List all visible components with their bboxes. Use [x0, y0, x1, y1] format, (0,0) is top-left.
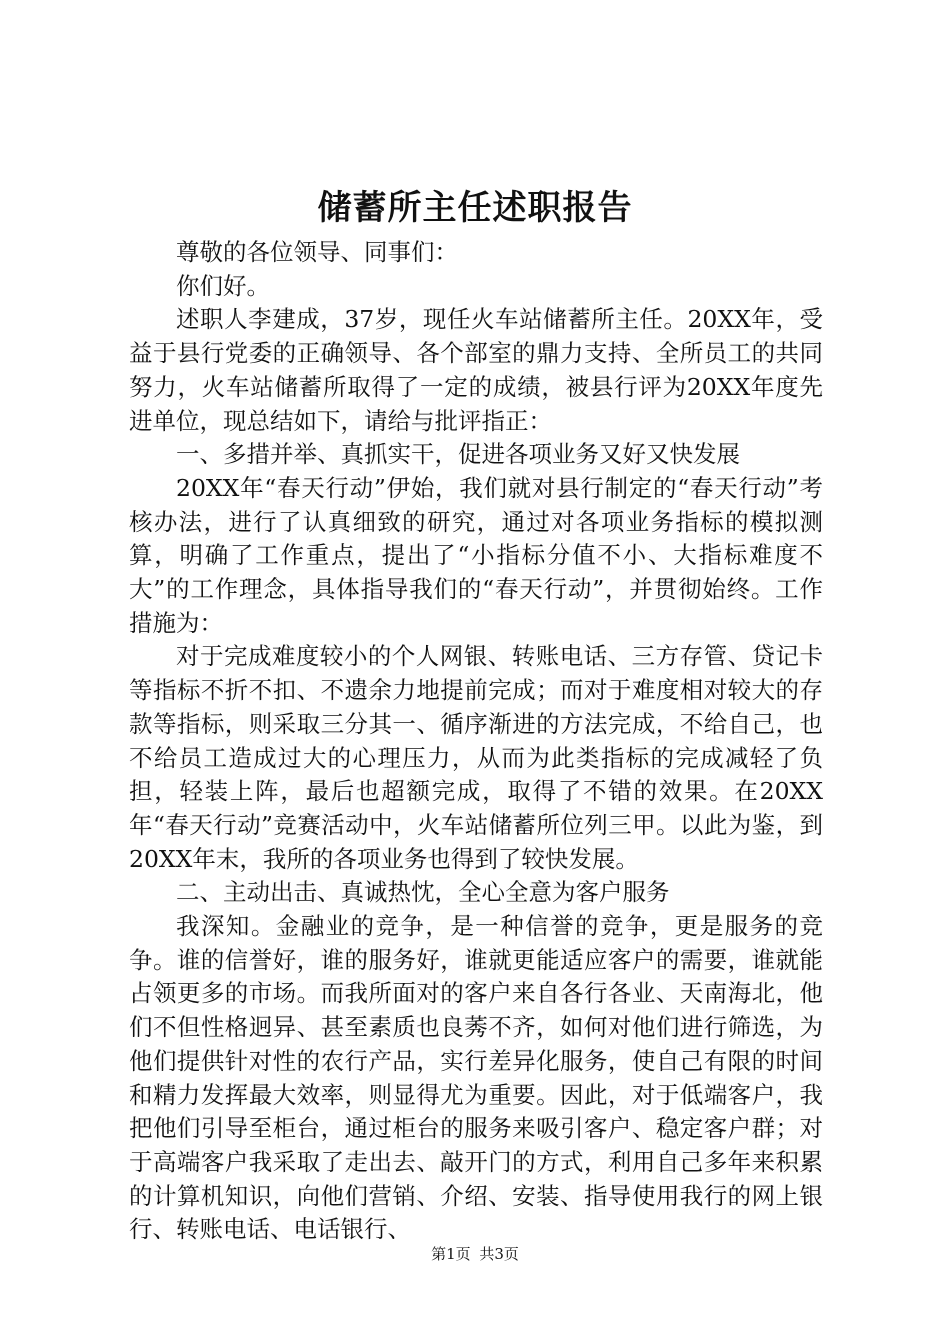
- paragraph-salutation: 尊敬的各位领导、同事们：: [176, 238, 458, 266]
- page-number-total: 共3页: [479, 1245, 519, 1263]
- paragraph: 我深知。金融业的竞争，是一种信誉的竞争，更是服务的竞争。谁的信誉好，谁的服务好，谁就更能适应客户的需要，谁就能占领更多的市场。而我所面对的客户来自各行各业、天南海北，他们不但性格迥异、甚至素质也良莠不齐，如何对他们进行筛选，为他们提供针对性的农行产品，实行差异化服务，使自己有限的时间和精力发挥最大效率，则显得尤为重要。因此，对于低端客户，我把他们引导至柜台，通过柜台的服务来吸引客户、稳定客户群；对于高端客户我采取了走出去、敲开门的方式，利用自己多年来积累的计算机知识，向他们营销、介绍、安装、指导使用我行的网上银行、转账电话、电话银行、: [129, 912, 823, 1244]
- section-heading-1: 一、多措并举、真抓实干，促进各项业务又好又快发展: [176, 440, 740, 469]
- paragraph-intro: 述职人李建成，37岁，现任火车站储蓄所主任。20XX年，受益于县行党委的正确领导、各个部室的鼎力支持、全所员工的共同努力，火车站储蓄所取得了一定的成绩，被县行评为20XX年度先进单位，现总结如下，请给与批评指正：: [129, 305, 823, 435]
- page-footer: [0, 1244, 950, 1264]
- section-heading-2: 二、主动出击、真诚热忱，全心全意为客户服务: [176, 878, 670, 907]
- paragraph: 20XX年“春天行动”伊始，我们就对县行制定的“春天行动”考核办法，进行了认真细致的研究，通过对各项业务指标的模拟测算，明确了工作重点，提出了“小指标分值不小、大指标难度不大”的工作理念，具体指导我们的“春天行动”，并贯彻始终。工作措施为：: [129, 473, 823, 637]
- document-body: [129, 236, 823, 1247]
- paragraph-greeting: 你们好。: [176, 271, 270, 300]
- document-title: 储蓄所主任述职报告: [317, 188, 633, 228]
- page-number-current: 第1页: [431, 1245, 471, 1263]
- paragraph: 对于完成难度较小的个人网银、转账电话、三方存管、贷记卡等指标不折不扣、不遗余力地提前完成；而对于难度相对较大的存款等指标，则采取三分其一、循序渐进的方法完成，不给自己，也不给员工造成过大的心理压力，从而为此类指标的完成减轻了负担，轻装上阵，最后也超额完成，取得了不错的效果。在20XX年“春天行动”竞赛活动中，火车站储蓄所位列三甲。以此为鉴，到20XX年末，我所的各项业务也得到了较快发展。: [129, 642, 823, 873]
